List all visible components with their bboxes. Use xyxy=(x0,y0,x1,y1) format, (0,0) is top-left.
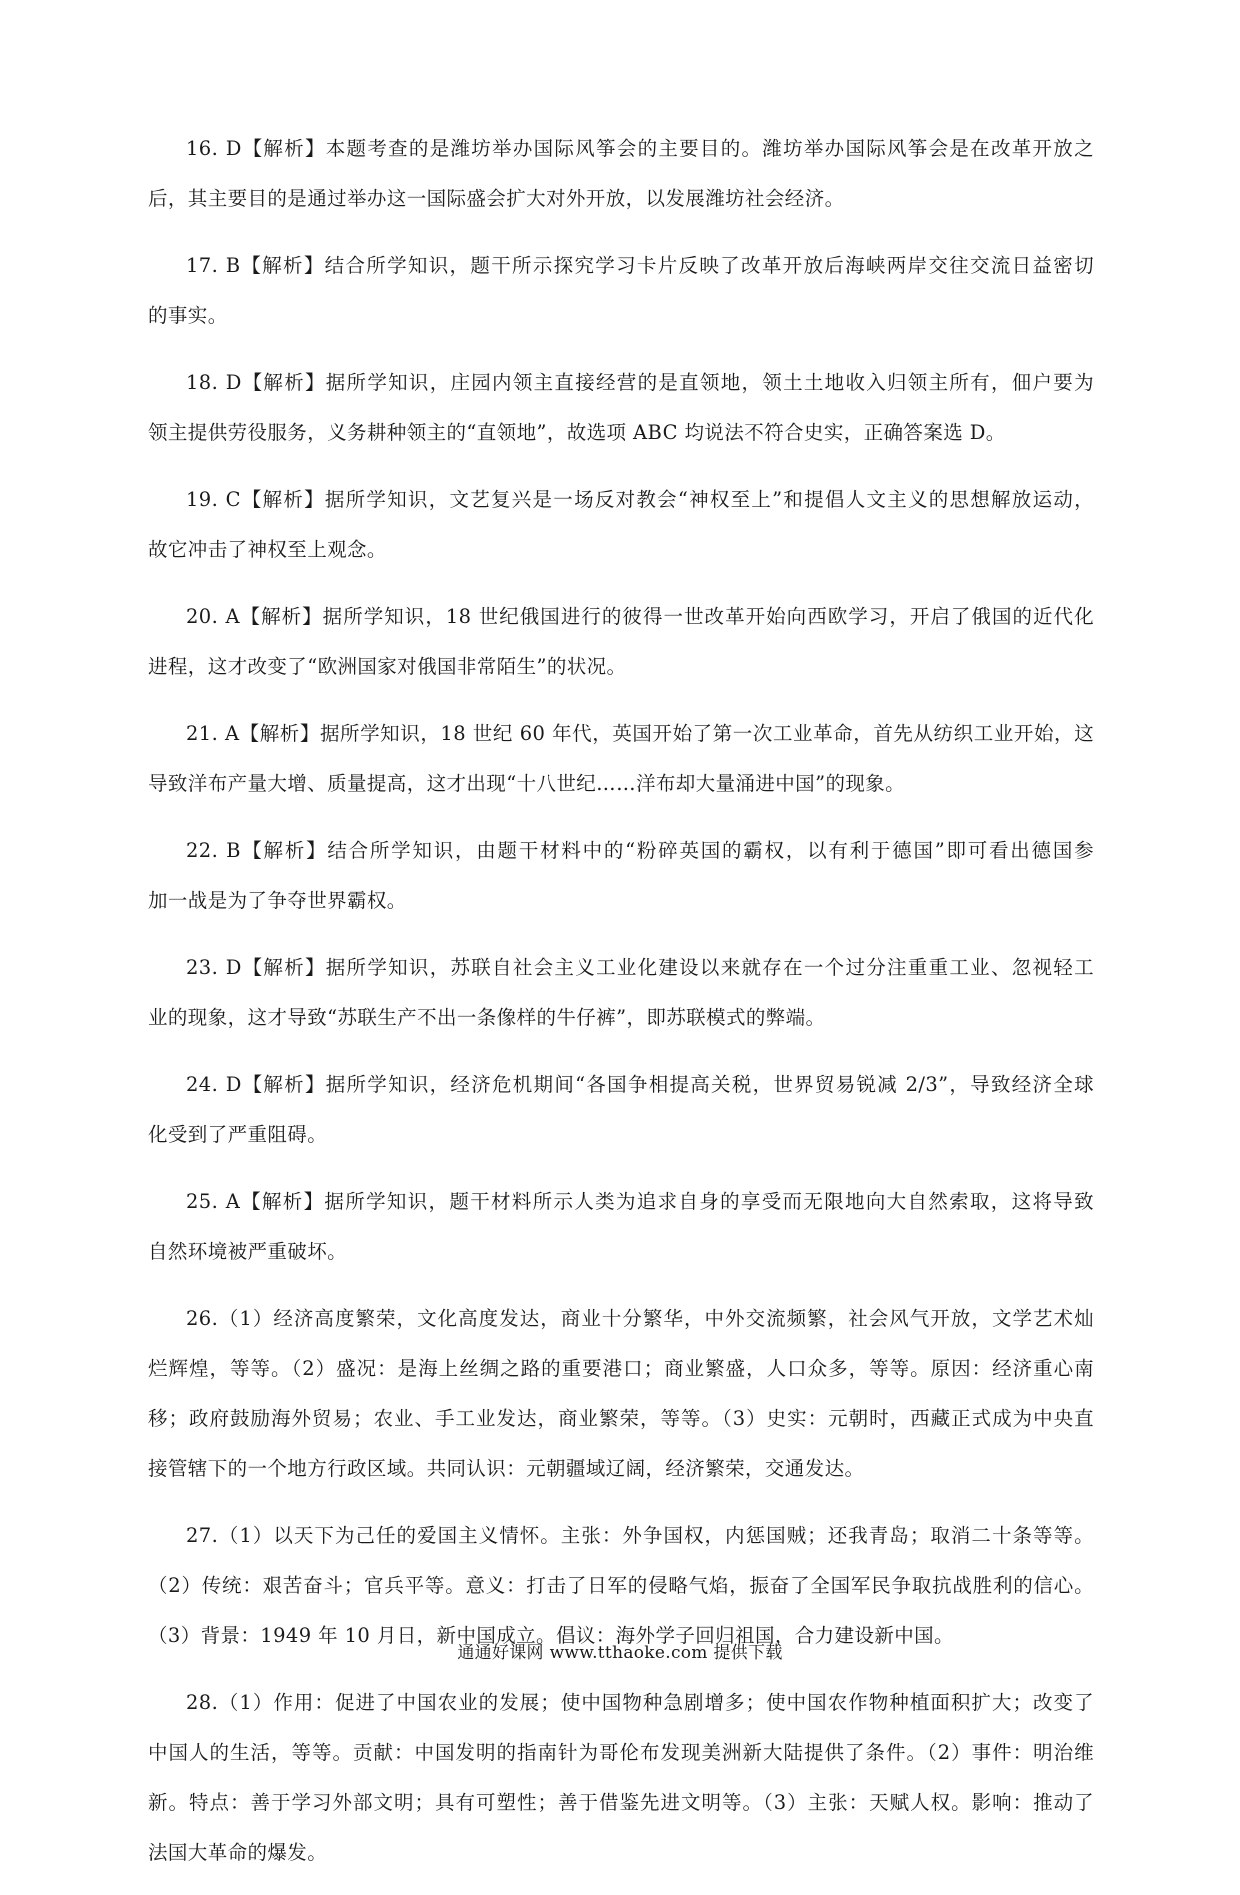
answer-line: 新。特点：善于学习外部文明；具有可塑性；善于借鉴先进文明等。（3）主张：天赋人权。影响：推动了 xyxy=(148,1791,1094,1814)
answer-paragraph xyxy=(148,1060,1094,1160)
answer-line: 法国大革命的爆发。 xyxy=(148,1841,328,1864)
answer-line: 19. C【解析】据所学知识，文艺复兴是一场反对教会“神权至上”和提倡人文主义的思想解放运动， xyxy=(186,488,1094,511)
answer-paragraph xyxy=(148,358,1094,458)
answer-line: 20. A【解析】据所学知识，18 世纪俄国进行的彼得一世改革开始向西欧学习，开启了俄国的近代化 xyxy=(186,605,1094,628)
answer-line: 的事实。 xyxy=(148,304,228,327)
answer-line: 自然环境被严重破坏。 xyxy=(148,1240,348,1263)
answer-line: 后，其主要目的是通过举办这一国际盛会扩大对外开放，以发展潍坊社会经济。 xyxy=(148,187,845,210)
answer-paragraph xyxy=(148,1294,1094,1494)
answer-paragraph xyxy=(148,1177,1094,1277)
answer-paragraph xyxy=(148,943,1094,1043)
answer-line: 进程，这才改变了“欧洲国家对俄国非常陌生”的状况。 xyxy=(148,655,627,678)
answer-paragraph xyxy=(148,826,1094,926)
answer-list xyxy=(148,124,1094,1895)
answer-line: 18. D【解析】据所学知识，庄园内领主直接经营的是直领地，领土土地收入归领主所有，佃户要为 xyxy=(186,371,1094,394)
answer-line: 27.（1）以天下为己任的爱国主义情怀。主张：外争国权，内惩国贼；还我青岛；取消二十条等等。 xyxy=(186,1524,1094,1547)
answer-paragraph xyxy=(148,124,1094,224)
answer-paragraph xyxy=(148,1678,1094,1878)
answer-line: 22. B【解析】结合所学知识，由题干材料中的“粉碎英国的霸权，以有利于德国”即可看出德国参 xyxy=(186,839,1094,862)
answer-line: 加一战是为了争夺世界霸权。 xyxy=(148,889,407,912)
answer-paragraph xyxy=(148,241,1094,341)
answer-line: 故它冲击了神权至上观念。 xyxy=(148,538,387,561)
answer-line: （2）传统：艰苦奋斗；官兵平等。意义：打击了日军的侵略气焰，振奋了全国军民争取抗战胜利的信心。 xyxy=(148,1574,1094,1597)
answer-line: 化受到了严重阻碍。 xyxy=(148,1123,328,1146)
answer-line: 24. D【解析】据所学知识，经济危机期间“各国争相提高关税，世界贸易锐减 2/3”，导致经济全球 xyxy=(186,1073,1094,1096)
answer-line: 23. D【解析】据所学知识，苏联自社会主义工业化建设以来就存在一个过分注重重工业、忽视轻工 xyxy=(186,956,1094,979)
answer-line: 中国人的生活，等等。贡献：中国发明的指南针为哥伦布发现美洲新大陆提供了条件。（2）事件：明治维 xyxy=(148,1741,1094,1764)
answer-line: 25. A【解析】据所学知识，题干材料所示人类为追求自身的享受而无限地向大自然索取，这将导致 xyxy=(186,1190,1094,1213)
answer-line: 接管辖下的一个地方行政区域。共同认识：元朝疆域辽阔，经济繁荣，交通发达。 xyxy=(148,1457,865,1480)
answer-line: 导致洋布产量大增、质量提高，这才出现“十八世纪……洋布却大量涌进中国”的现象。 xyxy=(148,772,906,795)
answer-paragraph xyxy=(148,709,1094,809)
answer-paragraph xyxy=(148,475,1094,575)
answer-line: 26.（1）经济高度繁荣，文化高度发达，商业十分繁华，中外交流频繁，社会风气开放，文学艺术灿 xyxy=(186,1307,1094,1330)
answer-line: 17. B【解析】结合所学知识，题干所示探究学习卡片反映了改革开放后海峡两岸交往交流日益密切 xyxy=(186,254,1094,277)
answer-line: 领主提供劳役服务，义务耕种领主的“直领地”，故选项 ABC 均说法不符合史实，正确答案选 D。 xyxy=(148,421,1006,444)
answer-line: 业的现象，这才导致“苏联生产不出一条像样的牛仔裤”，即苏联模式的弊端。 xyxy=(148,1006,826,1029)
answer-line: 21. A【解析】据所学知识，18 世纪 60 年代，英国开始了第一次工业革命，首先从纺织工业开始，这 xyxy=(186,722,1094,745)
answer-line: 16. D【解析】本题考查的是潍坊举办国际风筝会的主要目的。潍坊举办国际风筝会是在改革开放之 xyxy=(186,137,1094,160)
answer-line: 烂辉煌，等等。（2）盛况：是海上丝绸之路的重要港口；商业繁盛，人口众多，等等。原因：经济重心南 xyxy=(148,1357,1094,1380)
page-footer: 通通好课网 www.tthaoke.com 提供下载 xyxy=(457,1643,783,1663)
answer-line: 移；政府鼓励海外贸易；农业、手工业发达，商业繁荣，等等。（3）史实：元朝时，西藏正式成为中央直 xyxy=(148,1407,1094,1430)
answer-paragraph xyxy=(148,592,1094,692)
answer-line: 28.（1）作用：促进了中国农业的发展；使中国物种急剧增多；使中国农作物种植面积扩大；改变了 xyxy=(186,1691,1094,1714)
answer-line: （3）背景：1949 年 10 月日，新中国成立。倡议：海外学子回归祖国，合力建设新中国。 xyxy=(148,1624,954,1647)
